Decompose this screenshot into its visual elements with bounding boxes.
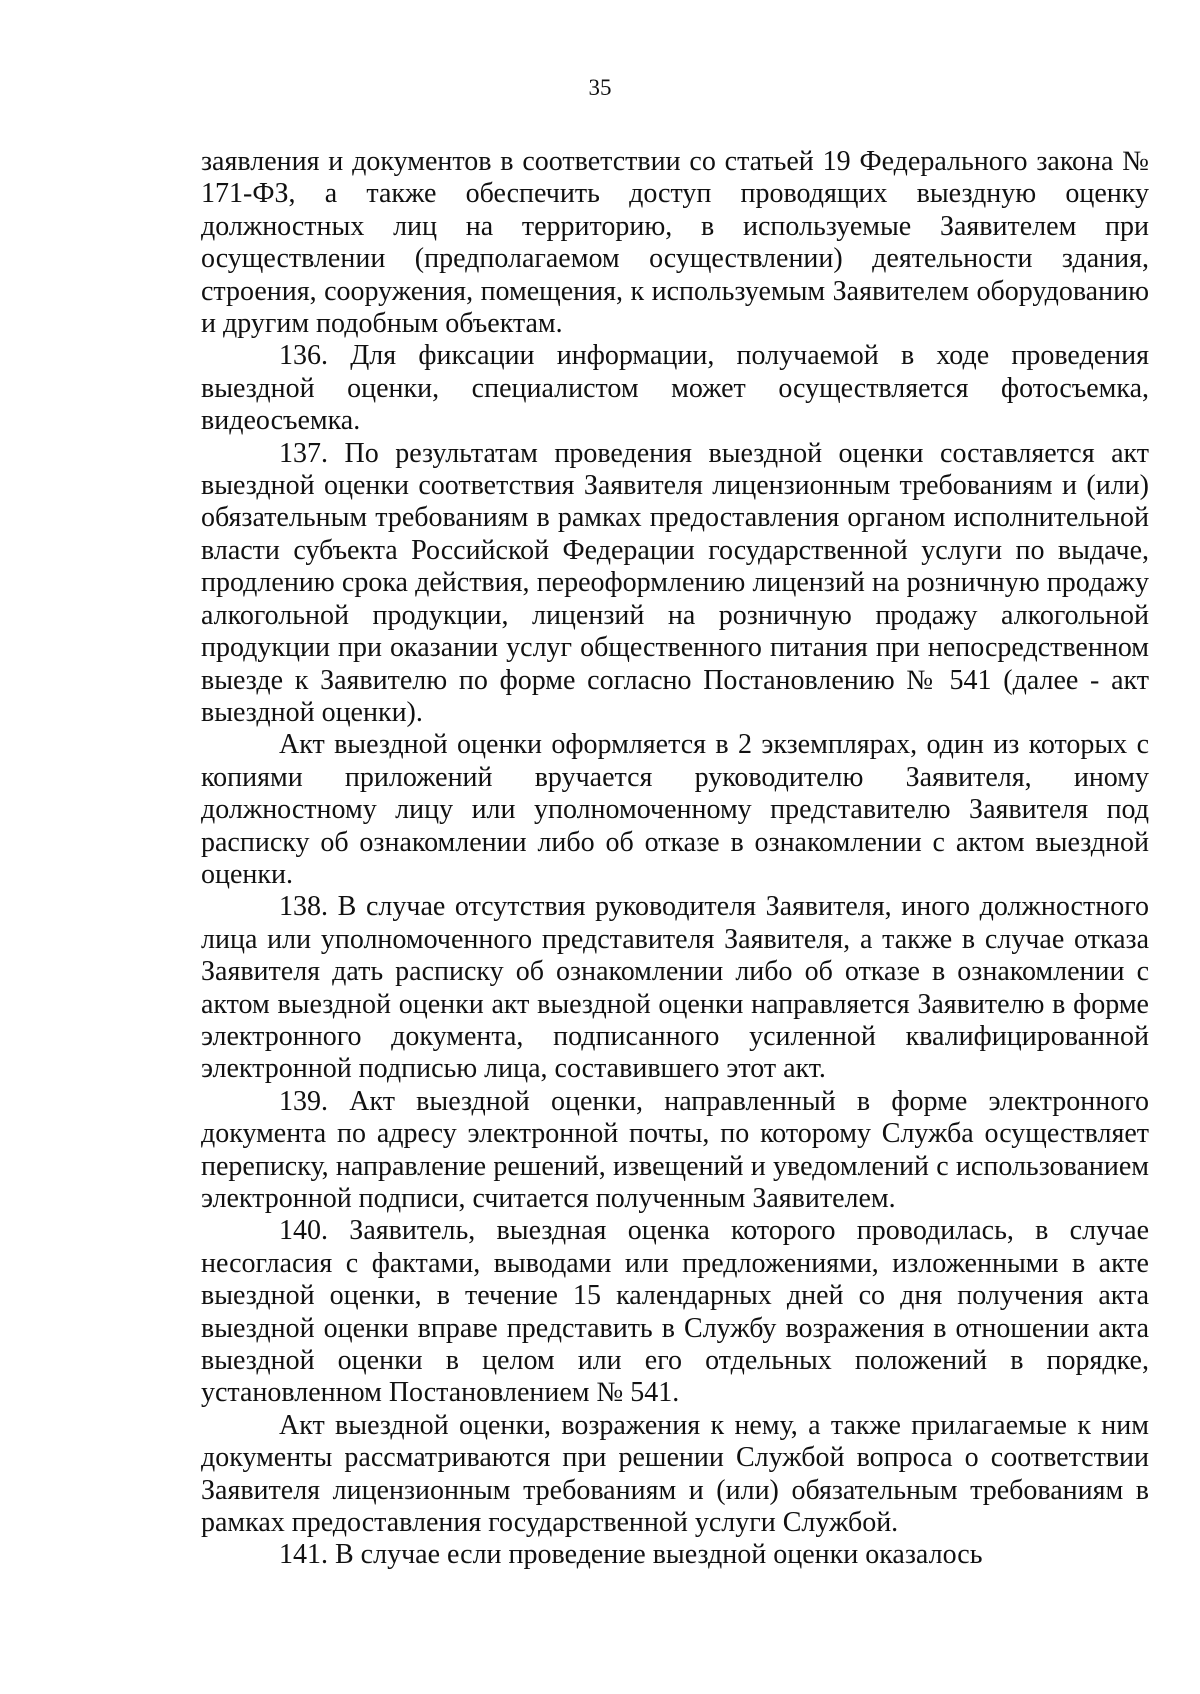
paragraph-141: 141. В случае если проведение выездной оценки оказалось — [279, 1539, 983, 1571]
paragraph-139: 139. Акт выездной оценки, направленный в форме электронного документа по адресу электронной почты, по которому Служба осуществляет переписку, направление решений, извещений и уведомлений с использованием электронной подписи, считается полученным Заявителем. — [201, 1085, 1149, 1214]
paragraph-137-act: Акт выездной оценки оформляется в 2 экземплярах, один из которых с копиями приложений вручается руководителю Заявителя, иному должностному лицу или уполномоченному представителю Заявителя под расписку об ознакомлении либо об отказе в ознакомлении с актом выездной оценки. — [201, 729, 1149, 890]
paragraph-140-act: Акт выездной оценки, возражения к нему, а также прилагаемые к ним документы рассматриваются при решении Службой вопроса о соответствии Заявителя лицензионным требованиям и (или) обязательным требованиям в рамках предоставления государственной услуги Службой. — [201, 1409, 1149, 1539]
paragraph-136: 136. Для фиксации информации, получаемой в ходе проведения выездной оценки, специалистом может осуществляется фотосъемка, видеосъемка. — [201, 340, 1149, 437]
paragraph-138: 138. В случае отсутствия руководителя Заявителя, иного должностного лица или уполномоченного представителя Заявителя, а также в случае отказа Заявителя дать расписку об ознакомлении либо об отказе в ознакомлении с актом выездной оценки акт выездной оценки направляется Заявителю в форме электронного документа, подписанного усиленной квалифицированной электронной подписью лица, составившего этот акт. — [201, 891, 1149, 1085]
paragraph-137: 137. По результатам проведения выездной оценки составляется акт выездной оценки соответствия Заявителя лицензионным требованиям и (или) обязательным требованиям в рамках предоставления органом исполнительной власти субъекта Российской Федерации государственной услуги по выдаче, продлению срока действия, переоформлению лицензий на розничную продажу алкогольной продукции, лицензий на розничную продажу алкогольной продукции при оказании услуг общественного питания при непосредственном выезде к Заявителю по форме согласно Постановлению № 541 (далее - акт выездной оценки). — [201, 437, 1149, 728]
paragraph-continuation: заявления и документов в соответствии со статьей 19 Федерального закона № 171-ФЗ, а также обеспечить доступ проводящих выездную оценку должностных лиц на территорию, в используемые Заявителем при осуществлении (предполагаемом осуществлении) деятельности здания, строения, сооружения, помещения, к используемым Заявителем оборудованию и другим подобным объектам. — [201, 146, 1149, 340]
document-body — [201, 146, 1149, 1572]
paragraph-140: 140. Заявитель, выездная оценка которого проводилась, в случае несогласия с фактами, выводами или предложениями, изложенными в акте выездной оценки, в течение 15 календарных дней со дня получения акта выездной оценки вправе представить в Службу возражения в отношении акта выездной оценки в целом или его отдельных положений в порядке, установленном Постановлением № 541. — [201, 1215, 1149, 1409]
page-number: 35 — [588, 75, 612, 100]
